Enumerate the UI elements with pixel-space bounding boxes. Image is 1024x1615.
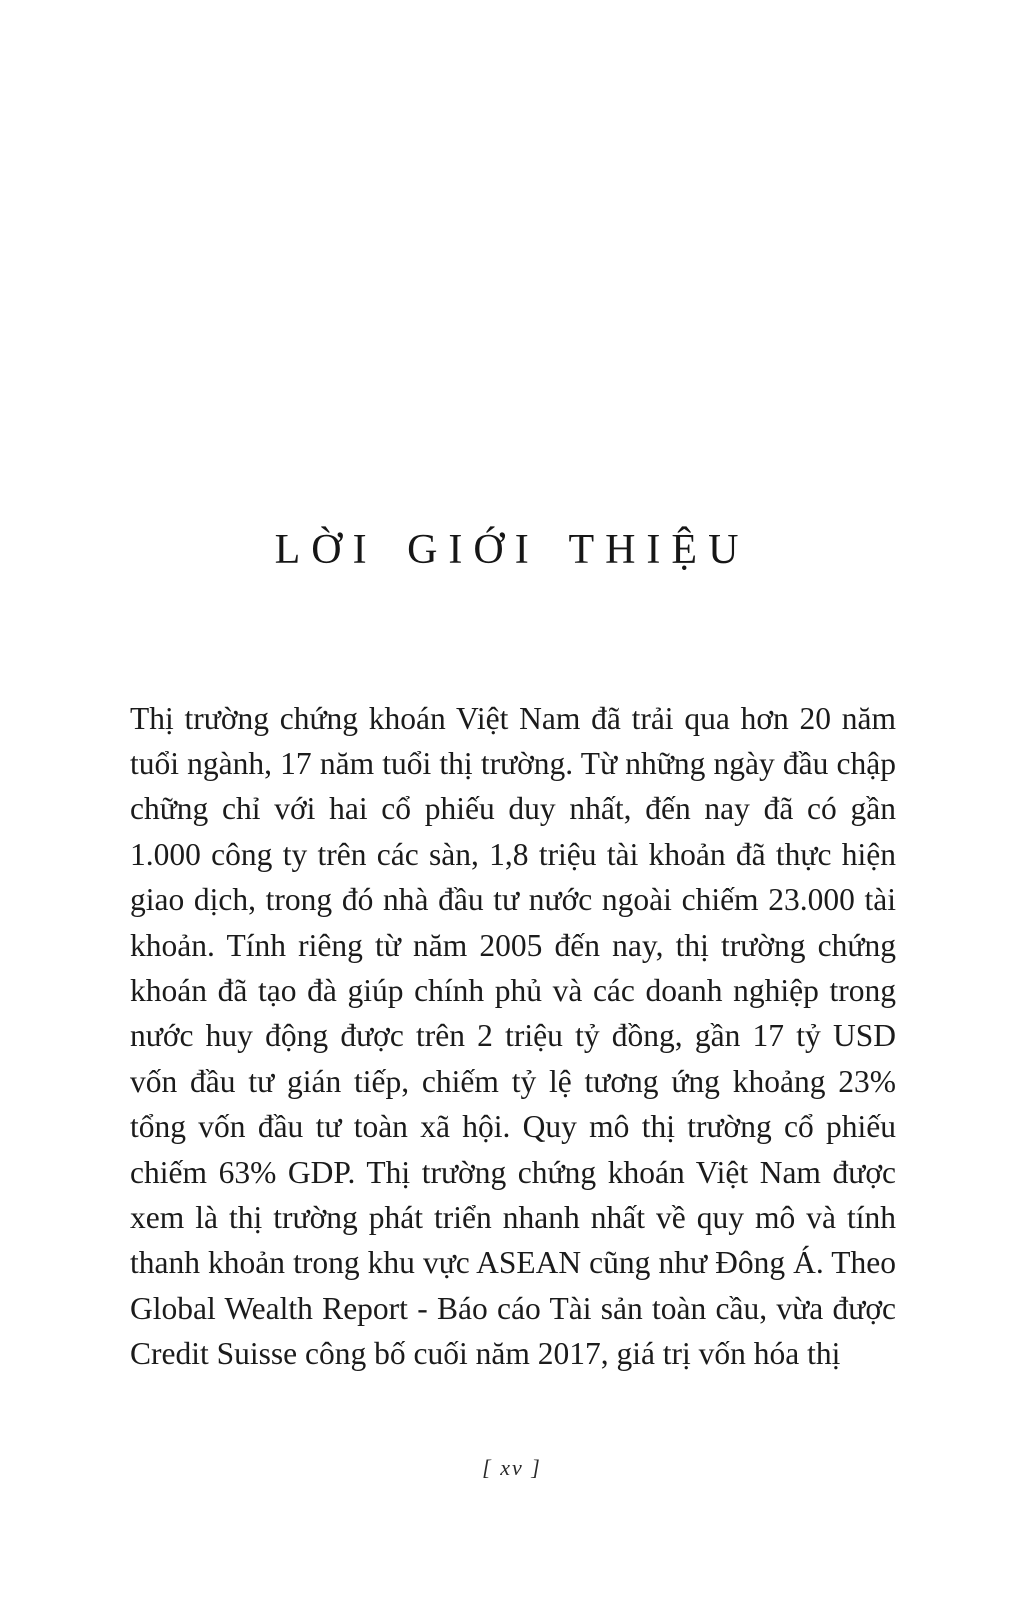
chapter-title: LỜI GIỚI THIỆU bbox=[274, 527, 750, 574]
body-paragraph: Thị trường chứng khoán Việt Nam đã trải qua hơn 20 năm tuổi ngành, 17 năm tuổi thị trường. Từ những ngày đầu chập chững chỉ với hai cổ phiếu duy nhất, đến nay đã có gần 1.000 công ty trên các sàn, 1,8 triệu tài khoản đã thực hiện giao dịch, trong đó nhà đầu tư nước ngoài chiếm 23.000 tài khoản. Tính riêng từ năm 2005 đến nay, thị trường chứng khoán đã tạo đà giúp chính phủ và các doanh nghiệp trong nước huy động được trên 2 triệu tỷ đồng, gần 17 tỷ USD vốn đầu tư gián tiếp, chiếm tỷ lệ tương ứng khoảng 23% tổng vốn đầu tư toàn xã hội. Quy mô thị trường cổ phiếu chiếm 63% GDP. Thị trường chứng khoán Việt Nam được xem là thị trường phát triển nhanh nhất về quy mô và tính thanh khoản trong khu vực ASEAN cũng như Đông Á. Theo Global Wealth Report - Báo cáo Tài sản toàn cầu, vừa được Credit Suisse công bố cuối năm 2017, giá trị vốn hóa thị bbox=[130, 700, 896, 1372]
page-number: [ xv ] bbox=[482, 1455, 542, 1480]
